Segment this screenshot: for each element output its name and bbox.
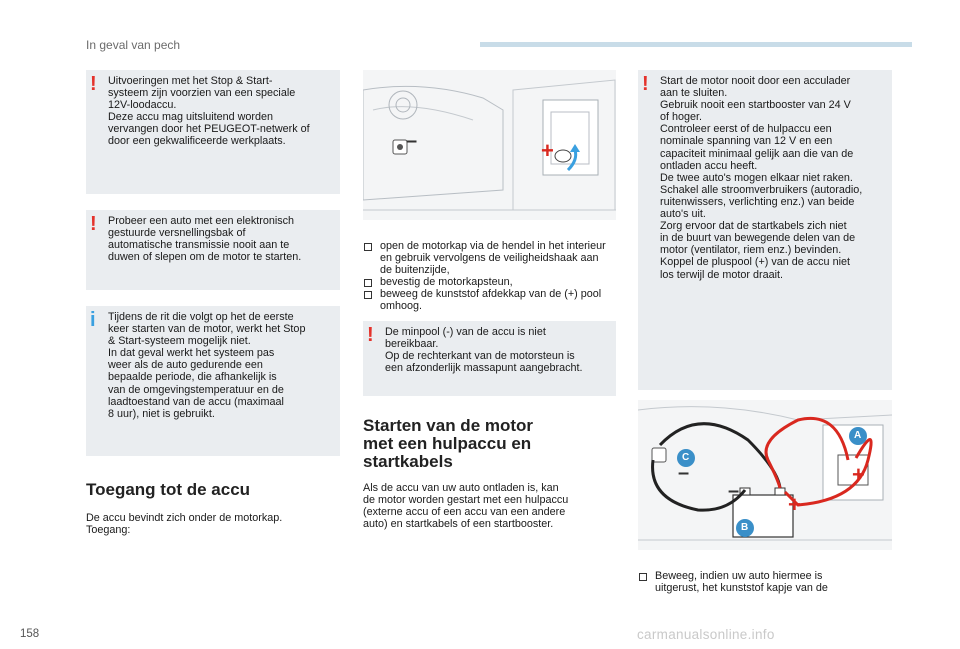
warning-box-stop-start [86, 70, 340, 194]
info-box-stop-start [86, 306, 340, 456]
warning-icon: ! [90, 213, 97, 235]
label-a: A [854, 430, 862, 441]
body-jump-start: Als de accu van uw auto ontladen is, kan de motor worden gestart met een hulpaccu (externe accu of een accu van een andere auto) en startkabels of een startbooster. [363, 482, 569, 531]
warning-text: Uitvoeringen met het Stop & Start- systeem zijn voorzien van een speciale 12V-loodaccu. Deze accu mag uitsluitend worden vervangen door het PEUGEOT-netwerk of door een gekwalificeerde werkplaats. [108, 75, 310, 148]
heading-battery-access: Toegang tot de accu [86, 480, 251, 499]
info-text: Tijdens de rit die volgt op het de eerste keer starten van de motor, werkt het Stop & Start-systeem mogelijk niet. In dat geval werkt het systeem pas weer als de auto gedurende een bepaalde periode, die afhankelijk is van de omgevingstemperatuur en de laadtoestand van de accu (maximaal 8 uur), niet is gebruikt. [108, 311, 306, 420]
warning-box-jump-start [638, 70, 892, 390]
list-item: bevestig de motorkapsteun, [363, 276, 608, 288]
header-bar [480, 42, 912, 47]
plus-label-a: + [852, 462, 865, 487]
engine-bay-illustration [363, 70, 616, 220]
label-b: B [741, 522, 749, 533]
page-number: 158 [20, 628, 40, 640]
watermark: carmanualsonline.info [637, 627, 775, 642]
jump-cables-illustration [638, 400, 892, 550]
plus-label: + [541, 138, 554, 163]
warning-box-minus-pole [363, 321, 616, 396]
list-item: beweeg de kunststof afdekkap van de (+) pool omhoog. [363, 288, 608, 312]
section-header: In geval van pech [86, 38, 181, 52]
minus-label: – [406, 130, 418, 152]
label-c: C [682, 452, 690, 463]
warning-text: De minpool (-) van de accu is niet bereikbaar. Op de rechterkant van de motorsteun is een afzonderlijk massapunt aangebracht. [385, 326, 583, 375]
cover-step [638, 570, 892, 594]
minus-label-b: – [728, 480, 740, 502]
minus-label-c: – [678, 462, 690, 484]
warning-icon: ! [642, 73, 649, 95]
warning-icon: ! [90, 73, 97, 95]
warning-text: Start de motor nooit door een acculader aan te sluiten. Gebruik nooit een startbooster van 24 V of hoger. Controleer eerst of de hulpaccu een nominale spanning van 12 V en een capaciteit minimaal gelijk aan die van de ontladen accu heeft. De twee auto's mogen elkaar niet raken. Schakel alle stroomverbruikers (autoradio, ruitenwissers, verlichting enz.) van beide auto's uit. Zorg ervoor dat de startkabels zich niet in de buurt van bewegende delen van de motor (ventilator, riem enz.) bevinden. Koppel de pluspool (+) van de accu niet los terwijl de motor draait. [660, 75, 863, 281]
list-item: open de motorkap via de hendel in het interieur en gebruik vervolgens de veiligheidshaak aan de buitenzijde, [363, 240, 608, 276]
info-icon: i [90, 309, 96, 331]
body-battery-location: De accu bevindt zich onder de motorkap. Toegang: [86, 512, 283, 537]
warning-text: Probeer een auto met een elektronisch gestuurde versnellingsbak of automatische transmissie nooit aan te duwen of slepen om de motor te starten. [108, 215, 302, 264]
heading-jump-start: Starten van de motor met een hulpaccu en startkabels [363, 416, 534, 471]
warning-box-push-start [86, 210, 340, 290]
list-item: Beweeg, indien uw auto hiermee is uitgerust, het kunststof kapje van de [638, 570, 892, 594]
battery-access-steps [363, 240, 608, 313]
plus-label-b: + [788, 492, 801, 517]
warning-icon: ! [367, 324, 374, 346]
